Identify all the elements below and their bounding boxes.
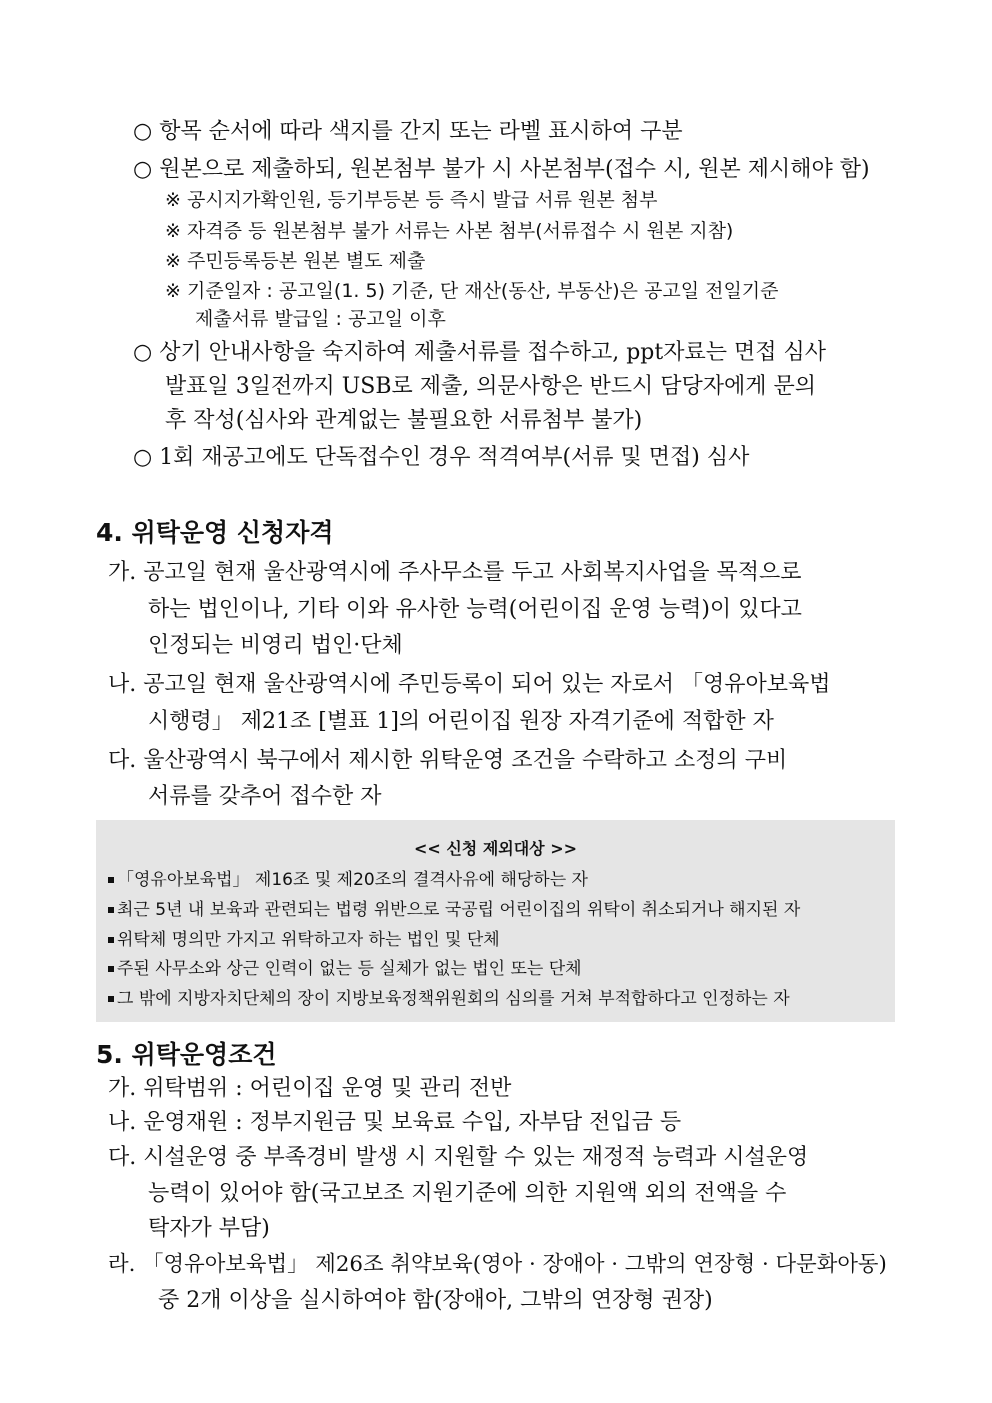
list-item: 나. 공고일 현재 울산광역시에 주민등록이 되어 있는 자로서 「영유아보육법 (108, 672, 831, 697)
bullet-line-cont: 발표일 3일전까지 USB로 제출, 의문사항은 반드시 담당자에게 문의 (165, 374, 817, 399)
list-item-cont: 중 2개 이상을 실시하여야 함(장애아, 그밖의 연장형 권장) (158, 1288, 713, 1313)
list-item-cont: 능력이 있어야 함(국고보조 지원기준에 의한 지원액 외의 전액을 수 (148, 1181, 787, 1206)
note-line: ※ 공시지가확인원, 등기부등본 등 즉시 발급 서류 원본 첨부 (165, 189, 658, 211)
list-item-cont: 인정되는 비영리 법인·단체 (148, 633, 403, 658)
exclusion-item: 주된 사무소와 상근 인력이 없는 등 실체가 없는 법인 또는 단체 (108, 954, 582, 979)
exclusion-title: << 신청 제외대상 >> (413, 839, 578, 858)
list-item-cont: 하는 법인이나, 기타 이와 유사한 능력(어린이집 운영 능력)이 있다고 (148, 597, 802, 622)
list-item-cont: 서류를 갖추어 접수한 자 (148, 784, 382, 809)
bullet-line: ○ 상기 안내사항을 숙지하여 제출서류를 접수하고, ppt자료는 면접 심사 (133, 340, 826, 365)
bullet-line: ○ 항목 순서에 따라 색지를 간지 또는 라벨 표시하여 구분 (133, 119, 683, 144)
list-item-cont: 시행령」 제21조 [별표 1]의 어린이집 원장 자격기준에 적합한 자 (148, 709, 774, 734)
list-item: 다. 울산광역시 북구에서 제시한 위탁운영 조건을 수락하고 소정의 구비 (108, 748, 788, 773)
bullet-line-cont: 후 작성(심사와 관계없는 불필요한 서류첨부 불가) (165, 408, 643, 433)
exclusion-item: 최근 5년 내 보육과 관련되는 법령 위반으로 국공립 어린이집의 위탁이 취소되거나 해지된 자 (108, 895, 800, 920)
note-line: ※ 기준일자 : 공고일(1. 5) 기준, 단 재산(동산, 부동산)은 공고일 전일기준 (165, 280, 779, 302)
section-heading: 5. 위탁운영조건 (96, 1040, 277, 1069)
exclusion-box (96, 820, 895, 1022)
note-line: 제출서류 발급일 : 공고일 이후 (195, 308, 446, 330)
exclusion-item: 위탁체 명의만 가지고 위탁하고자 하는 법인 및 단체 (108, 925, 500, 950)
square-bullet-icon (108, 937, 114, 943)
note-line: ※ 주민등록등본 원본 별도 제출 (165, 250, 426, 272)
list-item: 다. 시설운영 중 부족경비 발생 시 지원할 수 있는 재정적 능력과 시설운영 (108, 1145, 809, 1170)
note-line: ※ 자격증 등 원본첨부 불가 서류는 사본 첨부(서류접수 시 원본 지참) (165, 220, 734, 242)
square-bullet-icon (108, 877, 114, 883)
list-item-cont: 탁자가 부담) (148, 1216, 270, 1241)
square-bullet-icon (108, 996, 114, 1002)
bullet-line: ○ 1회 재공고에도 단독접수인 경우 적격여부(서류 및 면접) 심사 (133, 445, 750, 470)
list-item: 라. 「영유아보육법」 제26조 취약보육(영아 · 장애아 · 그밖의 연장형 · 다문화아동) (108, 1252, 887, 1277)
square-bullet-icon (108, 966, 114, 972)
bullet-line: ○ 원본으로 제출하되, 원본첨부 불가 시 사본첨부(접수 시, 원본 제시해야 함) (133, 157, 870, 182)
list-item: 나. 운영재원 : 정부지원금 및 보육료 수입, 자부담 전입금 등 (108, 1110, 682, 1135)
square-bullet-icon (108, 907, 114, 913)
exclusion-item: 「영유아보육법」 제16조 및 제20조의 결격사유에 해당하는 자 (108, 865, 588, 890)
section-heading: 4. 위탁운영 신청자격 (96, 518, 334, 547)
list-item: 가. 위탁범위 : 어린이집 운영 및 관리 전반 (108, 1076, 512, 1101)
exclusion-item: 그 밖에 지방자치단체의 장이 지방보육정책위원회의 심의를 거쳐 부적합하다고 인정하는 자 (108, 984, 790, 1009)
list-item: 가. 공고일 현재 울산광역시에 주사무소를 두고 사회복지사업을 목적으로 (108, 560, 802, 585)
